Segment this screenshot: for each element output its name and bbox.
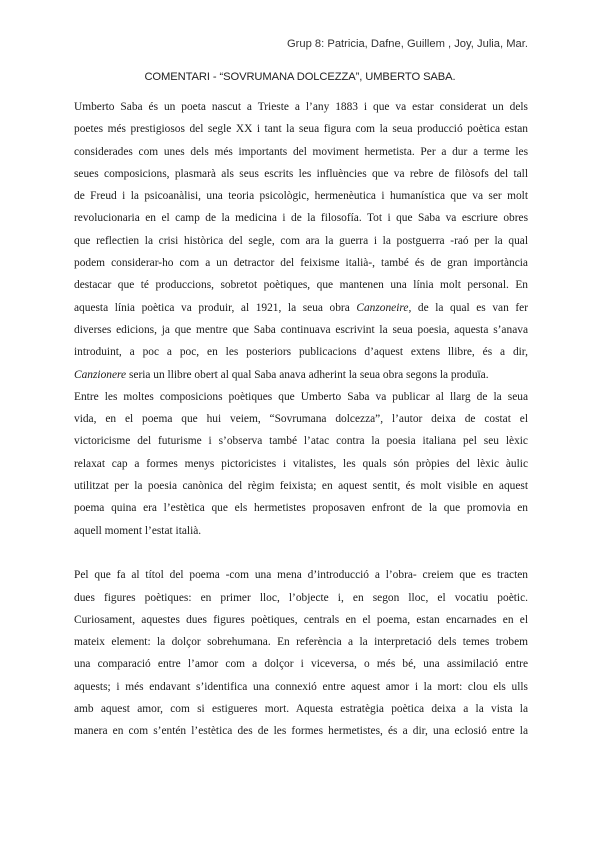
text-line: considerades com unes dels més importants del moviment hermetista. Per a dur a terme les xyxy=(74,145,528,158)
header-authors: Grup 8: Patricia, Dafne, Guillem , Joy, Julia, Mar. xyxy=(286,38,528,50)
text-line xyxy=(74,297,528,319)
work-title-italic: Canzionere xyxy=(74,368,127,381)
text-line: aquell moment l’estat italià. xyxy=(74,524,202,537)
text-line: dues figures poètiques: en primer lloc, l’objecte i, en segon lloc, el vocatiu poètic. xyxy=(74,591,528,604)
text-line: que reflectien la crisi històrica del segle, com ara la guerra i la postguerra -raó per la qual xyxy=(74,234,528,247)
text-line: revolucionaria en el camp de la medicina i de la filosofía. Tot i que Saba va escriure obres xyxy=(74,212,528,225)
text-line: victoricisme del futurisme i s’observa també l’atac contra la poesia italiana pel seu lèxic xyxy=(74,435,528,448)
text-line: Umberto Saba és un poeta nascut a Trieste a l’any 1883 i que va estar considerat un dels xyxy=(74,101,528,113)
work-title-italic: Canzoneire, xyxy=(356,301,412,314)
text-line: de Freud i la psicoanàlisi, una teoria psicològic, hermenèutica i humanística que va ser molt xyxy=(74,190,528,203)
paragraph-gap xyxy=(74,542,528,564)
text-line xyxy=(74,364,528,386)
text-line: aquests; i més endavant s’identifica una connexió entre aquest amor i la mort: clou els ulls xyxy=(74,680,528,693)
text-segment: seria un llibre obert al qual Saba anava adherint la seua obra segons la produïa. xyxy=(126,368,489,381)
text-line: una comparació entre l’amor com a dolçor i viceversa, o més bé, una assimilació entre xyxy=(74,658,528,671)
document-body xyxy=(74,96,528,743)
text-line: amb aquest amor, com si estigueres mort. Aquesta estratègia poètica deixa a la vista la xyxy=(74,703,528,716)
document-title: COMENTARI - “SOVRUMANA DOLCEZZA”, UMBERTO SABA. xyxy=(144,71,456,83)
text-line: mateix element: la dolçor sobrehumana. En referència a la interpretació dels temes trobem xyxy=(74,636,528,649)
text-segment: aquesta línia poètica va produir, al 1921, la seua obra xyxy=(74,301,357,314)
text-line: Pel que fa al títol del poema -com una mena d’introducció a l’obra- creiem que es tracten xyxy=(74,569,528,582)
text-line: Curiosament, aquestes dues figures poètiques, centrals en el poema, estan encarnades en el xyxy=(74,613,528,626)
text-line: podem considerar-ho com a un detractor del feixisme italià-, també és de gran importància xyxy=(74,257,528,270)
text-line: utilitzat per la poesia canònica del règim feixista; en aquest sentit, és molt visible en aquest xyxy=(74,480,528,493)
text-segment: de la qual es van fer xyxy=(411,301,528,314)
text-line: introduint, a poc a poc, en les posteriors publicacions d’aquest extens llibre, és a dir, xyxy=(74,346,528,359)
text-line: manera en com s’entén l’estètica des de les formes hermetistes, és a dir, una eclosió entre la xyxy=(74,725,528,738)
text-line: relaxat cap a formes menys pictoricistes i vitalistes, les quals són pròpies del lèxic àulic xyxy=(74,457,528,470)
text-line: destacar que té produccions, sobretot poètiques, que mantenen una línia molt personal. En xyxy=(74,279,528,292)
text-line: vida, en el poema que hui veiem, “Sovrumana dolcezza”, l’autor deixa de costat el xyxy=(74,413,528,426)
text-line: Entre les moltes composicions poètiques que Umberto Saba va publicar al llarg de la seua xyxy=(74,390,528,403)
text-line: seues composicions, plasmarà als seus escrits les influències que va rebre de filòsofs del tall xyxy=(74,167,528,180)
text-line: diverses edicions, ja que mentre que Saba continuava escrivint la seua poesia, aquesta s’anava xyxy=(74,323,528,336)
text-line: poetes més prestigiosos del segle XX i tant la seua figura com la seua producció poètica estan xyxy=(74,123,528,136)
text-line: poema quina era l’estètica que els hermetistes proposaven enfront de la que promovia en xyxy=(74,502,528,515)
